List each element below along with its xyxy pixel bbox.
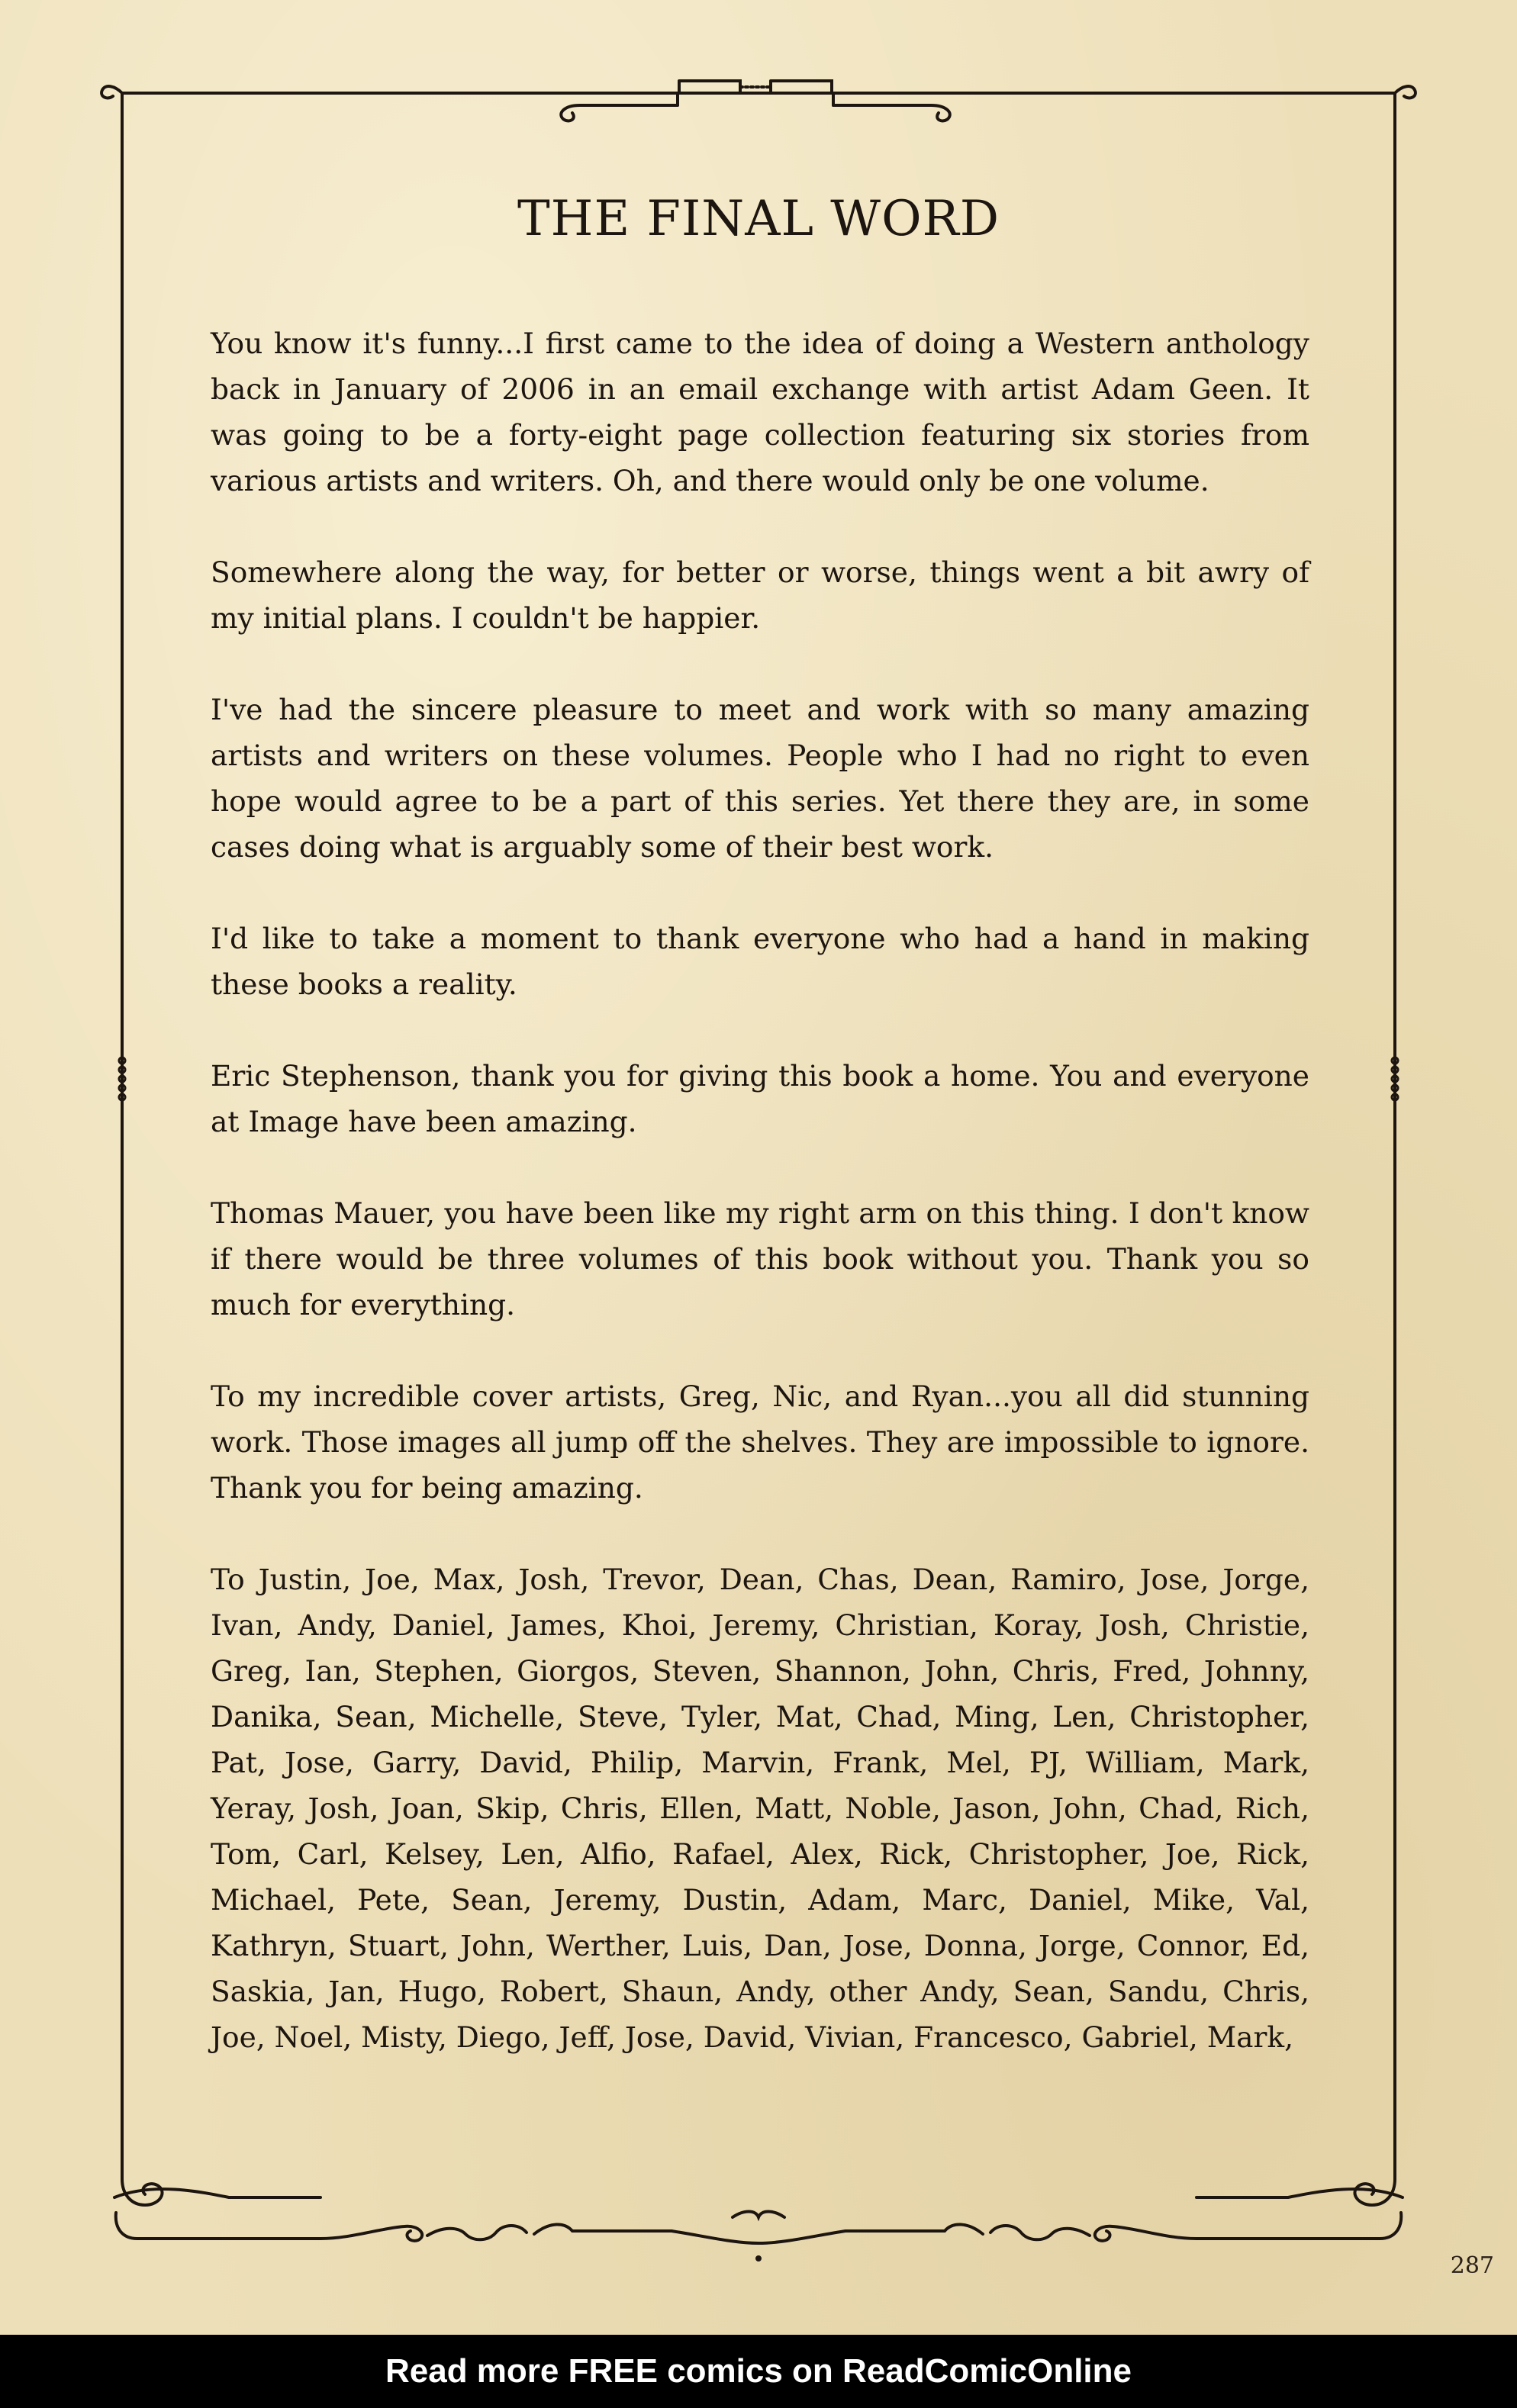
promo-banner[interactable]: [0, 2335, 1517, 2408]
bottom-scroll-ornament-icon: [114, 2179, 1403, 2260]
article-body: [211, 320, 1309, 2060]
paragraph: I've had the sincere pleasure to meet and work with so many amazing artists and writers on these volumes. People who I had no right to even hope would agree to be a part of this series. Yet there they are, in some cases doing what is arguably some of their best work.: [211, 693, 1309, 864]
paragraph: Eric Stephenson, thank you for giving this book a home. You and everyone at Image have been amazing.: [211, 1059, 1309, 1138]
paragraph: To my incredible cover artists, Greg, Nic, and Ryan...you all did stunning work. Those images all jump off the shelves. They are impossible to ignore. Thank you for being amazing.: [211, 1379, 1309, 1505]
page-title: THE FINAL WORD: [517, 191, 1000, 247]
page-number: 287: [1450, 2252, 1494, 2279]
corner-flourish-top-right-icon: [1395, 86, 1416, 98]
paragraph: I'd like to take a moment to thank everyone who had a hand in making these books a reality.: [211, 922, 1309, 1001]
paragraph: Thomas Mauer, you have been like my right arm on this thing. I don't know if there would be three volumes of this book without you. Thank you so much for everything.: [211, 1196, 1309, 1322]
promo-banner-link[interactable]: Read more FREE comics on ReadComicOnline: [385, 2352, 1132, 2390]
top-center-ornament-icon: [561, 81, 950, 121]
paragraph: Somewhere along the way, for better or worse, things went a bit awry of my initial plans. I couldn't be happier.: [211, 555, 1309, 635]
paragraph-thanks-list: To Justin, Joe, Max, Josh, Trevor, Dean, Chas, Dean, Ramiro, Jose, Jorge, Ivan, Andy, Daniel, James, Khoi, Jeremy, Christian, Koray, Josh, Christie, Greg, Ian, Stephen, Giorgos, Steven, Shannon, John, Chris, Fred, Johnny, Danika, Sean, Michelle, Steve, Tyler, Mat, Chad, Ming, Len, Christopher, Pat, Jose, Garry, David, Philip, Marvin, Frank, Mel, PJ, William, Mark, Yeray, Josh, Joan, Skip, Chris, Ellen, Matt, Noble, Jason, John, Chad, Rich, Tom, Carl, Kelsey, Len, Alfio, Rafael, Alex, Rick, Christopher, Joe, Rick, Michael, Pete, Sean, Jeremy, Dustin, Adam, Marc, Daniel, Mike, Val, Kathryn, Stuart, John, Werther, Luis, Dan, Jose, Donna, Jorge, Connor, Ed, Saskia, Jan, Hugo, Robert, Shaun, Andy, other Andy, Sean, Sandu, Chris, Joe, Noel, Misty, Diego, Jeff, Jose, David, Vivian, Francesco, Gabriel, Mark,: [211, 1563, 1309, 2054]
corner-flourish-top-left-icon: [101, 86, 122, 98]
paragraph: You know it's funny...I first came to the idea of doing a Western anthology back in January of 2006 in an email exchange with artist Adam Geen. It was going to be a forty-eight page collection featuring six stories from various artists and writers. Oh, and there would only be one volume.: [211, 327, 1309, 497]
